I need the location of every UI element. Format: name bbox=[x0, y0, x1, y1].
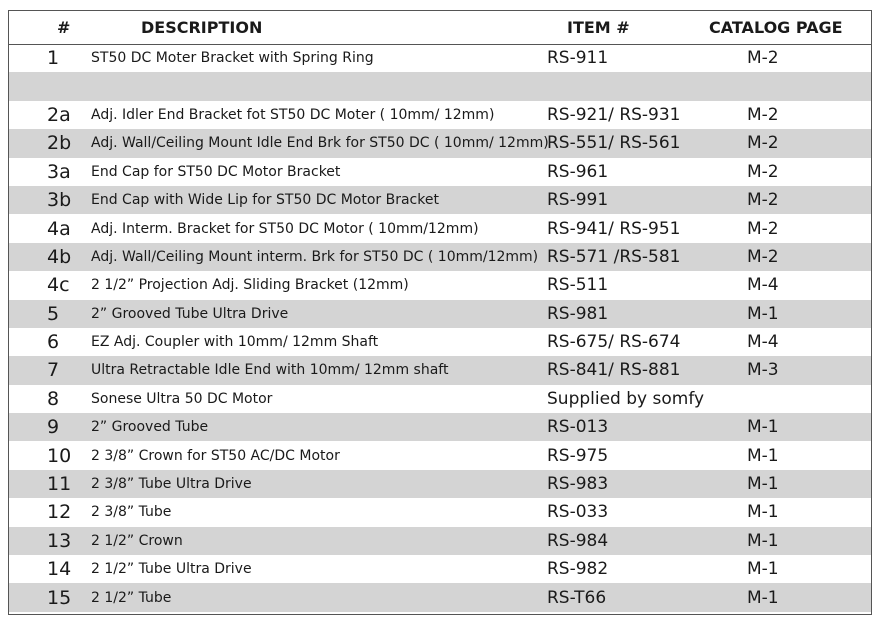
row-description: 2 1/2” Crown bbox=[91, 532, 183, 549]
row-description: Adj. Idler End Bracket fot ST50 DC Moter ( 10mm/ 12mm) bbox=[91, 106, 495, 123]
row-catalog-page: M-2 bbox=[747, 133, 779, 154]
table-row bbox=[9, 527, 871, 555]
table-row bbox=[9, 583, 871, 611]
table-row bbox=[9, 328, 871, 356]
row-catalog-page: M-2 bbox=[747, 190, 779, 211]
row-catalog-page: M-1 bbox=[747, 587, 779, 608]
row-item-number: RS-841/ RS-881 bbox=[547, 360, 681, 381]
row-catalog-page: M-4 bbox=[747, 275, 779, 296]
row-item-number: RS-T66 bbox=[547, 587, 607, 608]
row-catalog-page: M-1 bbox=[747, 530, 779, 551]
table-row bbox=[9, 555, 871, 583]
row-number: 2a bbox=[47, 103, 71, 126]
row-number: 4a bbox=[47, 217, 71, 240]
table-row bbox=[9, 101, 871, 129]
table-body bbox=[9, 44, 871, 612]
row-catalog-page: M-1 bbox=[747, 474, 779, 495]
row-number: 4c bbox=[47, 274, 70, 297]
table-row bbox=[9, 243, 871, 271]
row-description: Adj. Wall/Ceiling Mount interm. Brk for ST50 DC ( 10mm/12mm) bbox=[91, 248, 539, 265]
row-description: Adj. Wall/Ceiling Mount Idle End Brk for ST50 DC ( 10mm/ 12mm) bbox=[91, 135, 549, 152]
row-item-number: RS-013 bbox=[547, 417, 609, 438]
row-item-number: RS-941/ RS-951 bbox=[547, 218, 681, 239]
table-row bbox=[9, 356, 871, 384]
row-number: 8 bbox=[47, 387, 60, 410]
table-row bbox=[9, 44, 871, 72]
header-item: ITEM # bbox=[567, 18, 630, 37]
row-number: 10 bbox=[47, 444, 72, 467]
table-row bbox=[9, 271, 871, 299]
row-number: 13 bbox=[47, 529, 72, 552]
row-number: 2b bbox=[47, 132, 72, 155]
header-number: # bbox=[57, 18, 71, 37]
row-item-number: RS-984 bbox=[547, 530, 609, 551]
table-row bbox=[9, 385, 871, 413]
row-item-number: RS-911 bbox=[547, 48, 609, 69]
header-catalog-page: CATALOG PAGE bbox=[709, 18, 843, 37]
table-row bbox=[9, 470, 871, 498]
row-description: EZ Adj. Coupler with 10mm/ 12mm Shaft bbox=[91, 334, 379, 351]
row-item-number: Supplied by somfy bbox=[547, 388, 705, 409]
row-number: 11 bbox=[47, 473, 72, 496]
row-number: 3a bbox=[47, 160, 71, 183]
row-item-number: RS-551/ RS-561 bbox=[547, 133, 681, 154]
row-item-number: RS-981 bbox=[547, 303, 609, 324]
row-description: ST50 DC Moter Bracket with Spring Ring bbox=[91, 50, 374, 67]
row-number: 1 bbox=[47, 47, 60, 70]
parts-table bbox=[8, 10, 872, 615]
row-number: 14 bbox=[47, 558, 72, 581]
row-catalog-page: M-2 bbox=[747, 161, 779, 182]
row-item-number: RS-921/ RS-931 bbox=[547, 104, 681, 125]
row-description: 2” Grooved Tube Ultra Drive bbox=[91, 305, 289, 322]
table-header bbox=[9, 11, 871, 45]
row-catalog-page: M-1 bbox=[747, 559, 779, 580]
row-description: 2 1/2” Tube bbox=[91, 589, 172, 606]
row-item-number: RS-983 bbox=[547, 474, 609, 495]
table-row bbox=[9, 441, 871, 469]
row-description: 2 1/2” Projection Adj. Sliding Bracket (12mm) bbox=[91, 277, 409, 294]
table-row bbox=[9, 158, 871, 186]
table-row bbox=[9, 498, 871, 526]
row-catalog-page: M-2 bbox=[747, 246, 779, 267]
row-catalog-page: M-4 bbox=[747, 332, 779, 353]
row-catalog-page: M-3 bbox=[747, 360, 779, 381]
row-item-number: RS-511 bbox=[547, 275, 609, 296]
row-number: 7 bbox=[47, 359, 60, 382]
row-description: 2” Grooved Tube bbox=[91, 419, 209, 436]
row-item-number: RS-991 bbox=[547, 190, 609, 211]
row-description: 2 3/8” Tube Ultra Drive bbox=[91, 476, 252, 493]
row-number: 9 bbox=[47, 416, 60, 439]
row-description: Sonese Ultra 50 DC Motor bbox=[91, 390, 273, 407]
row-item-number: RS-033 bbox=[547, 502, 609, 523]
row-catalog-page: M-1 bbox=[747, 417, 779, 438]
row-number: 6 bbox=[47, 331, 60, 354]
row-item-number: RS-961 bbox=[547, 161, 609, 182]
row-number: 5 bbox=[47, 302, 60, 325]
row-item-number: RS-982 bbox=[547, 559, 609, 580]
row-catalog-page: M-2 bbox=[747, 218, 779, 239]
row-number: 15 bbox=[47, 586, 72, 609]
row-description: Adj. Interm. Bracket for ST50 DC Motor ( 10mm/12mm) bbox=[91, 220, 479, 237]
row-description: 2 3/8” Crown for ST50 AC/DC Motor bbox=[91, 447, 340, 464]
table-row bbox=[9, 300, 871, 328]
table-row bbox=[9, 214, 871, 242]
row-item-number: RS-675/ RS-674 bbox=[547, 332, 681, 353]
row-catalog-page: M-2 bbox=[747, 48, 779, 69]
row-catalog-page: M-1 bbox=[747, 502, 779, 523]
row-catalog-page: M-1 bbox=[747, 303, 779, 324]
row-description: 2 1/2” Tube Ultra Drive bbox=[91, 561, 252, 578]
row-description: End Cap with Wide Lip for ST50 DC Motor Bracket bbox=[91, 192, 439, 209]
row-number: 12 bbox=[47, 501, 72, 524]
row-description: Ultra Retractable Idle End with 10mm/ 12mm shaft bbox=[91, 362, 449, 379]
row-description: 2 3/8” Tube bbox=[91, 504, 172, 521]
row-item-number: RS-975 bbox=[547, 445, 609, 466]
row-number: 3b bbox=[47, 189, 72, 212]
row-catalog-page: M-1 bbox=[747, 445, 779, 466]
table-row bbox=[9, 413, 871, 441]
row-number: 4b bbox=[47, 245, 72, 268]
table-row bbox=[9, 186, 871, 214]
table-row bbox=[9, 72, 871, 100]
row-description: End Cap for ST50 DC Motor Bracket bbox=[91, 163, 341, 180]
header-description: DESCRIPTION bbox=[141, 18, 263, 37]
row-catalog-page: M-2 bbox=[747, 104, 779, 125]
table-row bbox=[9, 129, 871, 157]
row-item-number: RS-571 /RS-581 bbox=[547, 246, 681, 267]
